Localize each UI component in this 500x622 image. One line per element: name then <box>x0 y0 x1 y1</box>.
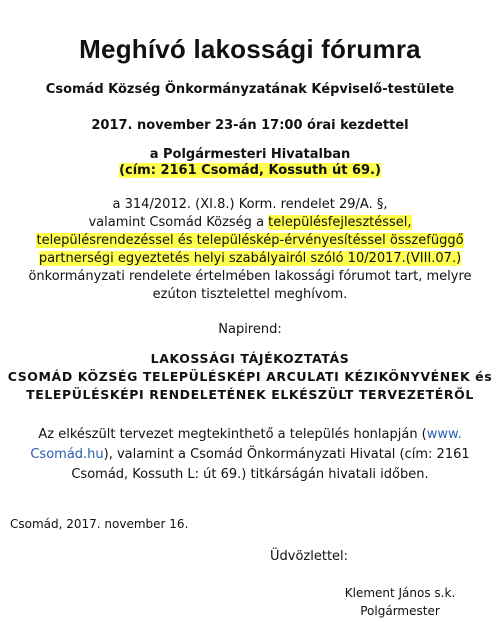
agenda-topic <box>0 350 500 404</box>
body-intro: valamint Csomád Község a <box>88 215 269 230</box>
regulation-highlight: településfejlesztéssel, településrendezéssel és településkép-érvényesítéssel összefüggő partnerségi egyeztetés helyi szabályairól szóló 10/2017.(VIII.07.) <box>36 215 464 266</box>
event-location: a Polgármesteri Hivatalban <box>149 147 351 162</box>
event-address <box>0 163 500 178</box>
event-datetime: 2017. november 23-án 17:00 órai kezdettel <box>91 118 409 133</box>
info-before-link: Az elkészült tervezet megtekinthető a település honlapján ( <box>38 427 427 442</box>
signature-block <box>330 584 470 620</box>
signatory-role: Polgármester <box>360 604 440 618</box>
agenda-line-3: TELEPÜLÉSKÉPI RENDELETÉNEK ELKÉSZÜLT TERVEZETÉRŐL <box>26 387 474 402</box>
agenda-line-2: CSOMÁD KÖZSÉG TELEPÜLÉSKÉPI ARCULATI KÉZIKÖNYVÉNEK és <box>7 369 493 384</box>
address-text: 2161 Csomád, Kossuth út 69.) <box>155 163 381 178</box>
issuer-line: Csomád Község Önkormányzatának Képviselő-testülete <box>45 82 455 97</box>
issue-date: Csomád, 2017. november 16. <box>10 517 189 531</box>
info-after-link: ), valamint a Csomád Önkormányzati Hivatal (cím: 2161 Csomád, Kossuth L: út 69.) titkárságán hivatali időben. <box>71 447 470 482</box>
address-highlight: (cím: <box>119 163 156 178</box>
website-link[interactable]: www. Csomád.hu <box>30 427 462 462</box>
greeting: Üdvözlettel: <box>270 549 349 564</box>
signatory-name: Klement János s.k. <box>344 586 456 600</box>
body-tail: önkormányzati rendelete értelmében lakossági fórumot tart, melyre ezúton tisztelettel meghívom. <box>28 269 472 302</box>
page-title: Meghívó lakossági fórumra <box>79 34 421 64</box>
agenda-line-1: LAKOSSÁGI TÁJÉKOZTATÁS <box>150 351 350 366</box>
agenda-label: Napirend: <box>218 322 282 337</box>
regulation-reference: a 314/2012. (XI.8.) Korm. rendelet 29/A. §, <box>112 197 388 212</box>
info-paragraph <box>24 425 476 485</box>
invitation-body <box>22 196 478 304</box>
